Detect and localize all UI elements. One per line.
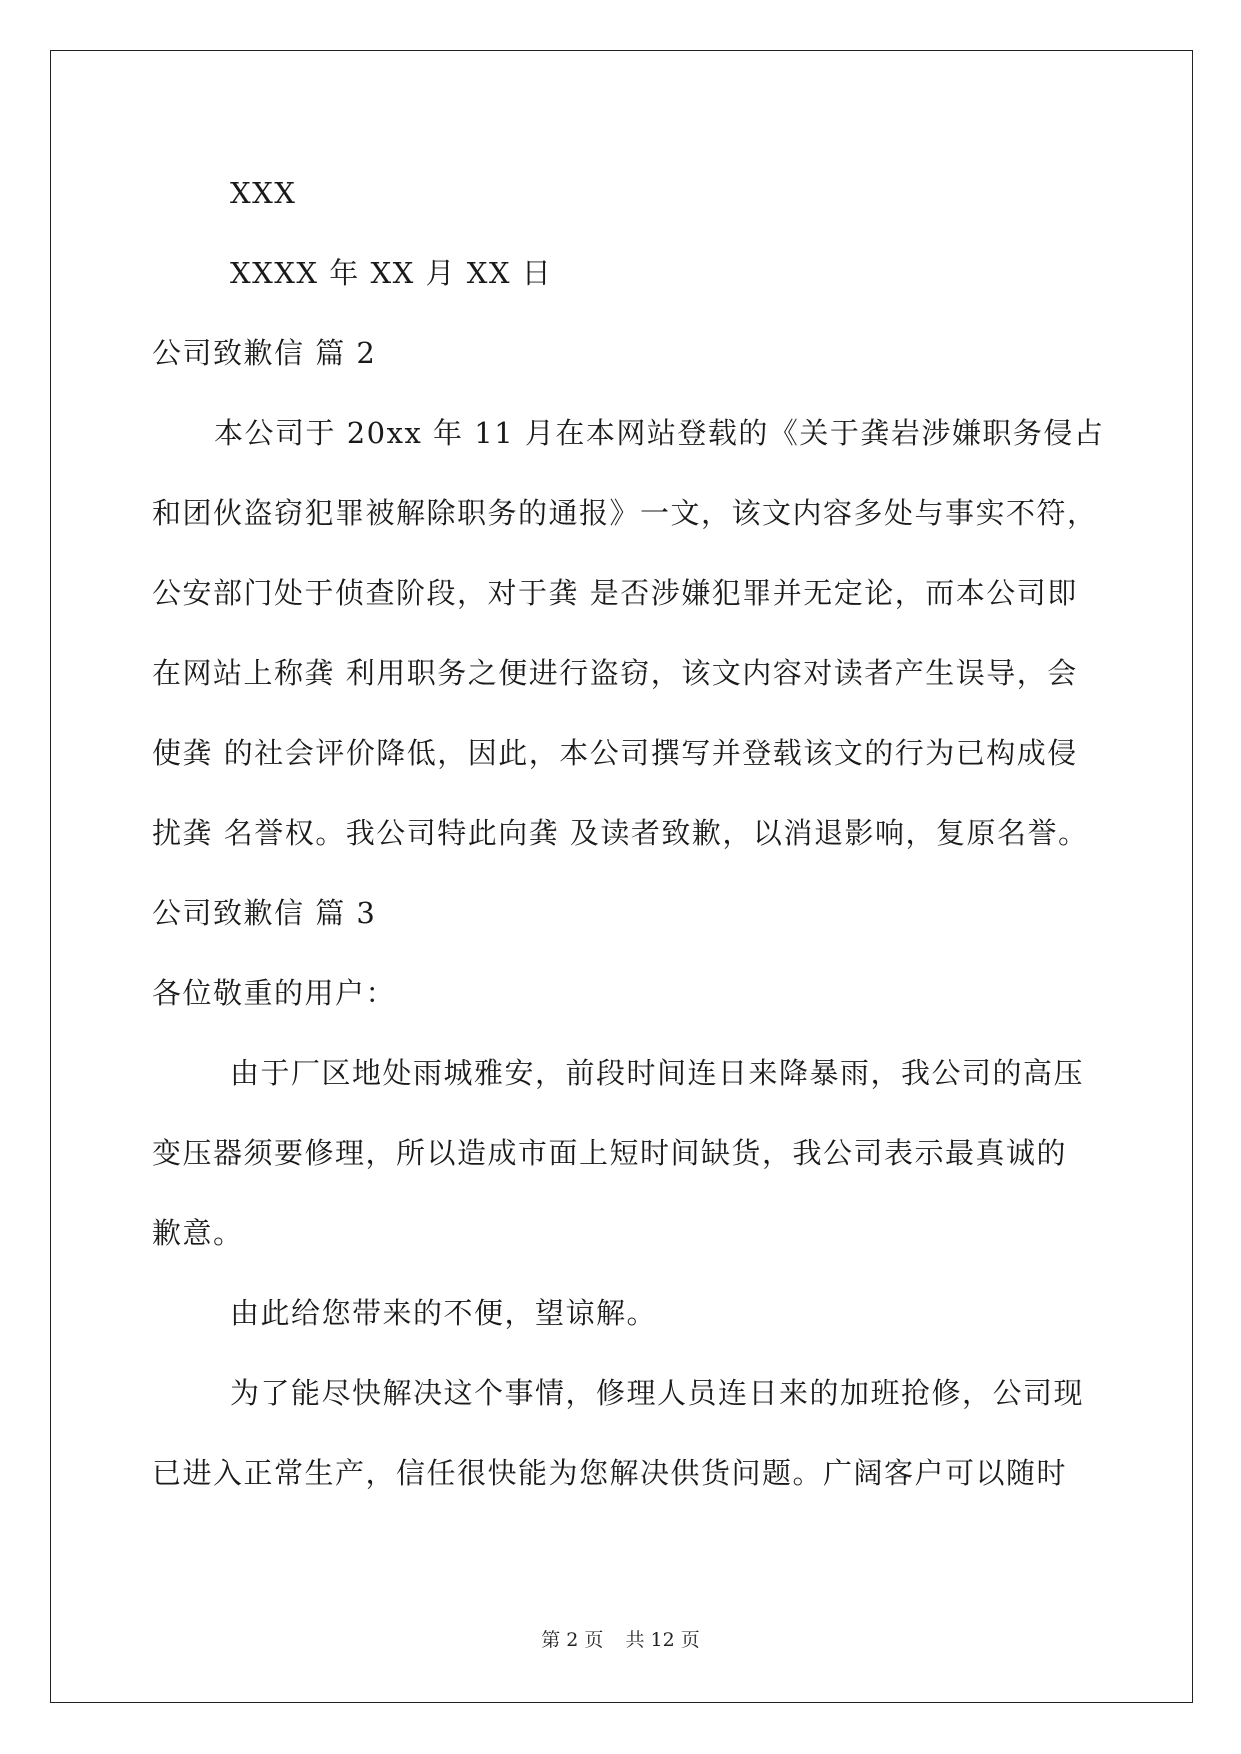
section3-para3-line: 已进入正常生产，信任很快能为您解决供货问题。广阔客户可以随时 — [152, 1456, 1068, 1490]
section2-line: 本公司于 20xx 年 11 月在本网站登载的《关于龚岩涉嫌职务侵占 — [214, 416, 1105, 450]
section3-salutation: 各位敬重的用户： — [152, 976, 397, 1010]
page-number: 第 2 页 — [541, 1629, 604, 1651]
page-footer — [0, 1628, 1241, 1652]
section2-line: 公安部门处于侦查阶段，对于龚 是否涉嫌犯罪并无定论，而本公司即 — [152, 576, 1078, 610]
section3-para2: 由此给您带来的不便，望谅解。 — [230, 1296, 658, 1330]
section2-line: 使龚 的社会评价降低，因此，本公司撰写并登载该文的行为已构成侵 — [152, 736, 1078, 770]
section3-para1-line: 由于厂区地处雨城雅安，前段时间连日来降暴雨，我公司的高压 — [230, 1056, 1085, 1090]
section2-line: 扰龚 名誉权。我公司特此向龚 及读者致歉，以消退影响，复原名誉。 — [152, 816, 1089, 850]
section3-heading: 公司致歉信 篇 3 — [152, 896, 377, 930]
signature-date: XXXX 年 XX 月 XX 日 — [230, 256, 553, 290]
section3-para1-line: 歉意。 — [152, 1216, 244, 1250]
section2-line: 在网站上称龚 利用职务之便进行盗窃，该文内容对读者产生误导，会 — [152, 656, 1078, 690]
page-total: 共 12 页 — [625, 1629, 700, 1651]
section2-heading: 公司致歉信 篇 2 — [152, 336, 377, 370]
signature-name: XXX — [230, 176, 297, 210]
section2-line: 和团伙盗窃犯罪被解除职务的通报》一文，该文内容多处与事实不符， — [152, 496, 1098, 530]
section3-para1-line: 变压器须要修理，所以造成市面上短时间缺货，我公司表示最真诚的 — [152, 1136, 1068, 1170]
section3-para3-line: 为了能尽快解决这个事情，修理人员连日来的加班抢修，公司现 — [230, 1376, 1085, 1410]
